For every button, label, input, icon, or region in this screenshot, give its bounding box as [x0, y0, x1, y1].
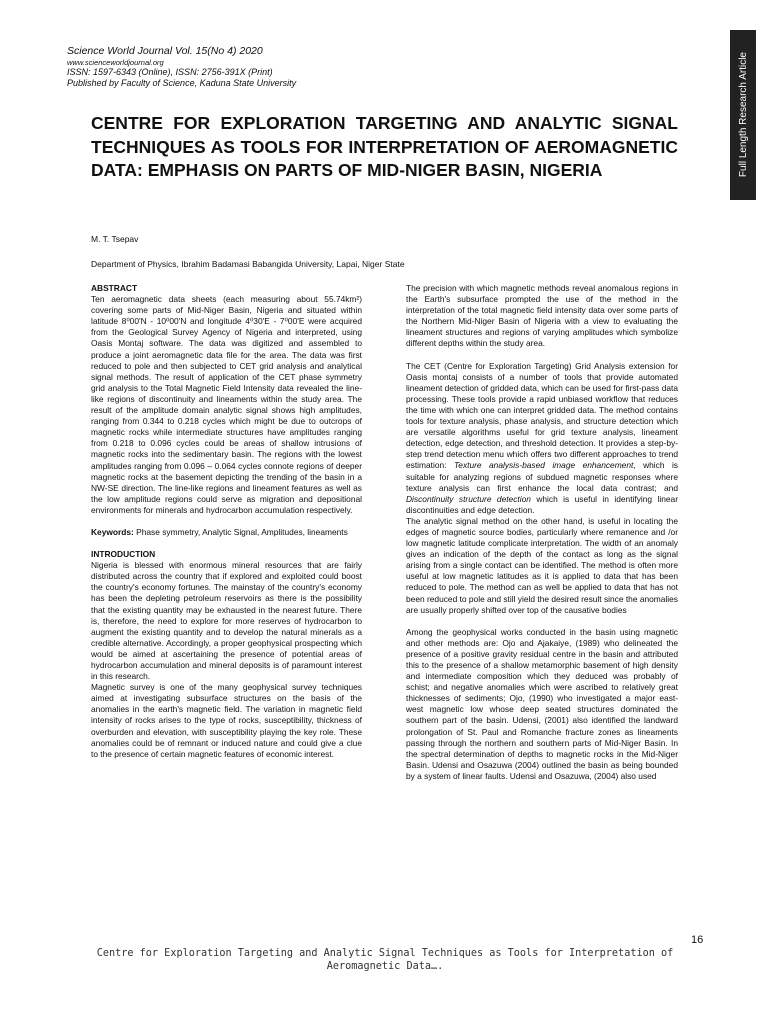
- body-paragraph-1: The precision with which magnetic methods reveal anomalous regions in the Earth's subsurface prompted the use of the method in the interpretation of the total magnetic field intensity data over some parts of the Northern Mid-Niger Basin of Nigeria with a view to evaluating the lineament structures and regions of varying amplitudes which symbolize different depths within the study area.: [406, 283, 678, 349]
- paper-author: M. T. Tsepav: [91, 234, 139, 244]
- journal-name: Science World Journal Vol. 15(No 4) 2020: [67, 45, 263, 57]
- introduction-paragraph-1: Nigeria is blessed with enormous mineral resources that are fairly distributed across the country that if explored and exploited could boost the country's economy fortunes. The mainstay of the country's economy has been the depleting petroleum reservoirs as there is the possibility that the existing quantity may be exhausted in the nearest future. There is, therefore, the need to explore for more reserves of hydrocarbon to augment the existing quantity and to develop the natural minerals as a credible alternative. Accordingly, a proper geophysical prospecting which would be aimed at ascertaining the presence of potential areas of hydrocarbon accumulation and mineral deposits is of paramount interest in this research.: [91, 560, 362, 682]
- page-number: 16: [691, 934, 704, 946]
- keywords-text: Phase symmetry, Analytic Signal, Amplitudes, lineaments: [136, 526, 348, 537]
- paper-title: CENTRE FOR EXPLORATION TARGETING AND ANALYTIC SIGNAL TECHNIQUES AS TOOLS FOR INTERPRETATION OF AEROMAGNETIC DATA: EMPHASIS ON PARTS OF MID-NIGER BASIN, NIGERIA: [91, 113, 678, 180]
- running-footer: Centre for Exploration Targeting and Analytic Signal Techniques as Tools for Interpretation of Aeromagnetic Data….: [96, 948, 674, 972]
- article-type-tab: [730, 30, 756, 200]
- cet-term-discontinuity: Discontinuity structure detection: [406, 493, 531, 504]
- cet-text-c: which is useful in identifying linear discontinuities and edge detection.: [406, 493, 678, 515]
- author-affiliation: Department of Physics, Ibrahim Badamasi Babangida University, Lapai, Niger State: [91, 259, 405, 269]
- introduction-heading: INTRODUCTION: [91, 549, 156, 560]
- body-paragraph-2: [406, 361, 678, 516]
- abstract-text: Ten aeromagnetic data sheets (each measuring about 55.74km²) covering some parts of Mid-Niger Basin, Nigeria and situated within latitude 8⁰00'N - 10⁰00'N and longitude 4⁰30'E - 7⁰00'E were acquired from the Geological Survey Agency of Nigeria and interpreted, using Oasis Montaj software. The data was digitized and assembled to produce a joint aeromagnetic data file for the area. The data was first reduced to pole and then subjected to CET grid analysis and analytical signal methods. The result of application of the CET phase symmetry grid analysis to the Total Magnetic Field Intensity data revealed the line-like regions of discontinuity and lineaments within the study area. The result of the amplitude domain analytic signal shows high amplitudes, ranging from 0.344 to 0.218 cycles which might be due to outcrops of magnetic rocks while intermediate structures have amplitudes ranging from 0.218 to 0.096 cycles could be areas of shallow intrusions of magnetic rocks into the sedimentary basin. The regions with the lowest amplitudes ranging from 0.096 – 0.064 cycles connote regions of deeper magnetic rocks at the basement depicting the trending of the basin in a NW-SE direction. The line-like regions and lineament features as well as the low amplitude regions could serve as migration and depositional environments for minerals and hydrocarbon accumulation respectively.: [91, 294, 362, 515]
- journal-issn: ISSN: 1597-6343 (Online), ISSN: 2756-391X (Print): [67, 67, 273, 77]
- cet-text-b: , which is suitable for analyzing regions of subdued magnetic responses where texture analysis can first enhance the local data contrast; and: [406, 460, 678, 493]
- cet-term-texture: Texture analysis-based image enhancement: [453, 460, 634, 471]
- left-column: [91, 283, 362, 760]
- abstract-heading: ABSTRACT: [91, 283, 138, 293]
- cet-text-a: The CET (Centre for Exploration Targeting) Grid Analysis extension for Oasis montaj consists of a number of tools that provide automated lineament detection of gridded data, which can be used for first-pass data processing. These tools provide a rapid unbiased workflow that reduces the time with which one can interpret gridded data. The method contains tools for texture analysis, phase analysis, and structure detection which are versatile algorithms useful for grid texture analysis, lineament detection, edge detection, and threshold detection. It provides a step-by-step trend detection menu which offers two different approaches to trend estimation:: [406, 360, 678, 471]
- journal-header: [67, 45, 587, 89]
- introduction-paragraph-2: Magnetic survey is one of the many geophysical survey techniques aimed at investigating subsurface structures on the basis of the anomalies in the earth's magnetic field. The variation in magnetic field intensity of rocks arises to the type of rocks, susceptibility, thickness of overburden and elevation, with susceptibility playing the key role. These anomalies could be of remnant or induced nature and could give a clue to the presence of certain magnetic features of economic interest.: [91, 682, 362, 759]
- journal-publisher: Published by Faculty of Science, Kaduna State University: [67, 78, 297, 88]
- right-column: [406, 283, 678, 782]
- body-paragraph-3: The analytic signal method on the other hand, is useful in locating the edges of magnetic source bodies, particularly where remanence and /or low magnetic latitude complicate interpretation. The width of an anomaly gives an indication of the depth of the contact as long as the signal arising from a single contact can be identified. The method is often more useful at low magnetic latitudes as it is applied to data that has been reduced to pole. The method can as well be applied to data that has not been reduced to pole and still yield the desired result since the anomalies are usually properly shifted over top of the causative bodies: [406, 515, 678, 615]
- keywords-label: Keywords:: [91, 526, 134, 537]
- article-type-label: Full Length Research Article: [737, 52, 749, 178]
- journal-url[interactable]: www.scienceworldjournal.org: [67, 58, 164, 67]
- keywords: [91, 527, 362, 538]
- body-paragraph-4: Among the geophysical works conducted in the basin using magnetic and other methods are: Ojo and Ajakaiye, (1989) who delineated the presence of a positive gravity residual centre in the basin and attributed this to the presence of a shallow metamorphic basement of high density and intermediate composition which they deduced was probably of schist; and negative anomalies which were ascribed to relatively great thicknesses of sediments; Ojo, (1990) who investigated a major east-west magnetic low whose deep seated structures dominated the southern part of the basin. Udensi, (2001) also identified the landward prolongation of St. Paul and Romanche fracture zones as lineaments passing through the northern and southern parts of Mid-Niger Basin. In the spectral determination of depths to magnetic rocks in the Mid-Niger Basin. Udensi and Osazuwa (2004) outlined the basin as being bounded by a system of linear faults. Udensi and Osazuwa, (2004) also used: [406, 626, 678, 781]
